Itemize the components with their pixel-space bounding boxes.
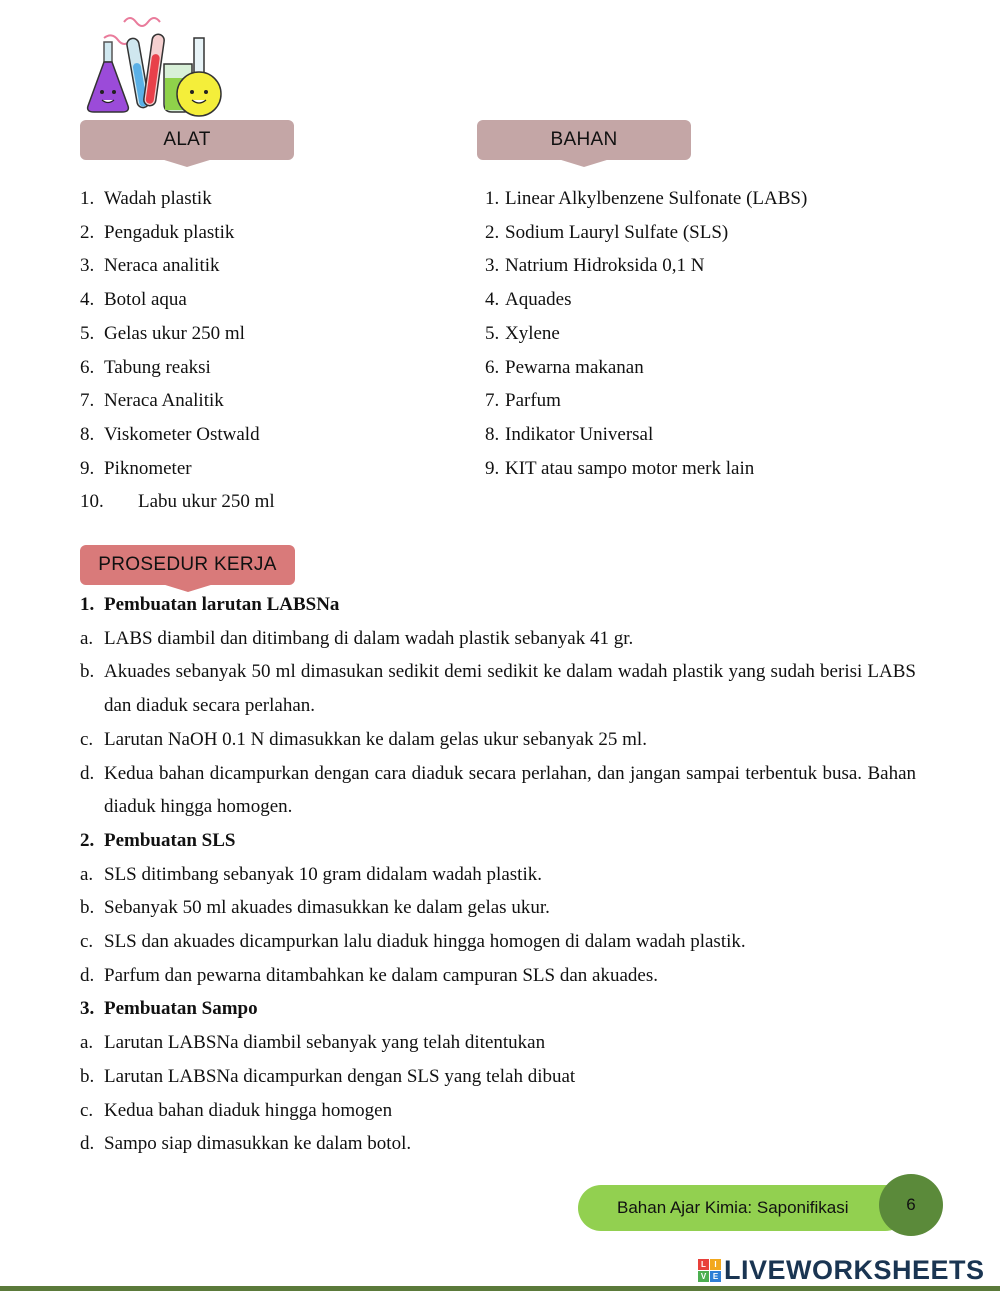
prosedur-list bbox=[80, 588, 916, 1161]
section-title: Pembuatan Sampo bbox=[104, 998, 258, 1020]
alat-item-text: Neraca analitik bbox=[104, 255, 220, 277]
alat-item bbox=[80, 216, 275, 250]
bahan-item-text: Xylene bbox=[505, 322, 560, 344]
alat-heading: ALAT bbox=[80, 120, 294, 160]
alat-item-text: Gelas ukur 250 ml bbox=[104, 322, 245, 344]
step-text: Kedua bahan dicampurkan dengan cara diaduk secara perlahan, dan jangan sampai terbentuk busa. Bahan diaduk hingga homogen. bbox=[104, 762, 916, 818]
liveworksheets-logo[interactable] bbox=[698, 1255, 985, 1285]
alat-item-text: Wadah plastik bbox=[104, 188, 212, 209]
step-text: Larutan NaOH 0.1 N dimasukkan ke dalam gelas ukur sebanyak 25 ml. bbox=[104, 728, 647, 750]
bahan-item-text: Indikator Universal bbox=[505, 423, 654, 445]
step-mark: c. bbox=[80, 728, 94, 750]
procedure-step bbox=[80, 655, 916, 722]
procedure-step bbox=[80, 1060, 916, 1094]
bahan-item-number: 4. bbox=[485, 289, 500, 311]
alat-item-number: 6. bbox=[80, 356, 95, 378]
bahan-item-number: 6. bbox=[485, 356, 500, 378]
bahan-item-text: Linear Alkylbenzene Sulfonate (LABS) bbox=[505, 188, 808, 209]
procedure-step bbox=[80, 622, 916, 656]
section-title: Pembuatan larutan LABSNa bbox=[104, 594, 340, 615]
step-mark: b. bbox=[80, 661, 95, 683]
section-heading bbox=[80, 824, 916, 858]
bahan-item bbox=[485, 351, 807, 385]
alat-item-number: 4. bbox=[80, 289, 95, 311]
section-heading bbox=[80, 992, 916, 1026]
bahan-item bbox=[485, 182, 807, 216]
alat-item-text: Viskometer Ostwald bbox=[104, 423, 260, 445]
bahan-list bbox=[485, 182, 807, 485]
badge-letter: L bbox=[698, 1259, 709, 1270]
step-mark: a. bbox=[80, 627, 94, 649]
alat-item bbox=[80, 317, 275, 351]
alat-item-text: Tabung reaksi bbox=[104, 356, 211, 378]
procedure-step bbox=[80, 858, 916, 892]
alat-item bbox=[80, 182, 275, 216]
bahan-item bbox=[485, 452, 807, 486]
bahan-item-text: Aquades bbox=[505, 289, 572, 311]
page-number: 6 bbox=[879, 1174, 943, 1236]
step-text: Sebanyak 50 ml akuades dimasukkan ke dalam gelas ukur. bbox=[104, 897, 550, 919]
section-number: 3. bbox=[80, 998, 95, 1020]
bahan-item-number: 9. bbox=[485, 457, 500, 479]
alat-list bbox=[80, 182, 275, 519]
step-text: LABS diambil dan ditimbang di dalam wadah plastik sebanyak 41 gr. bbox=[104, 627, 634, 649]
bahan-item bbox=[485, 249, 807, 283]
step-text: SLS ditimbang sebanyak 10 gram didalam wadah plastik. bbox=[104, 863, 542, 885]
footer-title bbox=[578, 1185, 908, 1231]
alat-item bbox=[80, 452, 275, 486]
bahan-item bbox=[485, 317, 807, 351]
alat-item bbox=[80, 485, 275, 519]
section-number: 2. bbox=[80, 829, 95, 851]
alat-item-number: 10. bbox=[80, 491, 104, 513]
procedure-step bbox=[80, 959, 916, 993]
step-text: Larutan LABSNa dicampurkan dengan SLS yang telah dibuat bbox=[104, 1065, 576, 1087]
badge-letter: E bbox=[710, 1271, 721, 1282]
step-mark: b. bbox=[80, 1065, 95, 1087]
alat-item-text: Pengaduk plastik bbox=[104, 221, 235, 243]
bahan-item-number: 7. bbox=[485, 390, 500, 412]
alat-item bbox=[80, 249, 275, 283]
procedure-step bbox=[80, 757, 916, 824]
bahan-heading: BAHAN bbox=[477, 120, 691, 160]
step-mark: a. bbox=[80, 1032, 94, 1054]
bahan-item-text: Sodium Lauryl Sulfate (SLS) bbox=[505, 221, 729, 243]
section-title: Pembuatan SLS bbox=[104, 829, 236, 851]
alat-item bbox=[80, 283, 275, 317]
section-heading bbox=[80, 588, 916, 622]
procedure-step bbox=[80, 1026, 916, 1060]
chemistry-flasks-illustration bbox=[84, 8, 226, 118]
bahan-item bbox=[485, 418, 807, 452]
section-number: 1. bbox=[80, 594, 95, 615]
alat-item-text: Botol aqua bbox=[104, 289, 187, 311]
alat-item-number: 5. bbox=[80, 322, 95, 344]
step-mark: c. bbox=[80, 1099, 94, 1121]
badge-letter: I bbox=[710, 1259, 721, 1270]
procedure-step bbox=[80, 891, 916, 925]
alat-item-number: 8. bbox=[80, 423, 95, 445]
alat-item-number: 1. bbox=[80, 188, 95, 209]
alat-item-text: Piknometer bbox=[104, 457, 192, 479]
step-mark: a. bbox=[80, 863, 94, 885]
bahan-item bbox=[485, 216, 807, 250]
step-text: Akuades sebanyak 50 ml dimasukan sedikit demi sedikit ke dalam wadah plastik yang sudah berisi LABS dan diaduk secara perlahan. bbox=[104, 661, 916, 717]
step-text: Larutan LABSNa diambil sebanyak yang telah ditentukan bbox=[104, 1032, 546, 1054]
procedure-step bbox=[80, 723, 916, 757]
step-text: Parfum dan pewarna ditambahkan ke dalam campuran SLS dan akuades. bbox=[104, 964, 658, 986]
alat-item-number: 9. bbox=[80, 457, 95, 479]
badge-letter: V bbox=[698, 1271, 709, 1282]
procedure-step bbox=[80, 1094, 916, 1128]
alat-item bbox=[80, 384, 275, 418]
step-mark: d. bbox=[80, 762, 95, 784]
alat-item-number: 7. bbox=[80, 390, 95, 412]
footer-label: Bahan Ajar Kimia: Saponifikasi bbox=[617, 1198, 849, 1217]
liveworksheets-brand: LIVEWORKSHEETS bbox=[724, 1254, 985, 1285]
bahan-item bbox=[485, 283, 807, 317]
bottom-divider bbox=[0, 1286, 1000, 1291]
procedure-step bbox=[80, 925, 916, 959]
prosedur-heading: PROSEDUR KERJA bbox=[80, 545, 295, 585]
alat-item-number: 2. bbox=[80, 221, 95, 243]
liveworksheets-badge-icon bbox=[698, 1259, 721, 1282]
step-mark: d. bbox=[80, 964, 95, 986]
bahan-item-number: 2. bbox=[485, 221, 500, 243]
step-text: Kedua bahan diaduk hingga homogen bbox=[104, 1099, 393, 1121]
bahan-item-number: 3. bbox=[485, 255, 500, 277]
bahan-item-number: 8. bbox=[485, 423, 500, 445]
bahan-item-text: Natrium Hidroksida 0,1 N bbox=[505, 255, 705, 277]
bahan-item-text: Parfum bbox=[505, 390, 561, 412]
step-mark: d. bbox=[80, 1133, 95, 1155]
alat-item bbox=[80, 351, 275, 385]
step-mark: b. bbox=[80, 897, 95, 919]
step-mark: c. bbox=[80, 931, 94, 953]
procedure-step bbox=[80, 1127, 916, 1161]
step-text: Sampo siap dimasukkan ke dalam botol. bbox=[104, 1133, 412, 1155]
alat-item-text: Labu ukur 250 ml bbox=[138, 491, 275, 513]
bahan-item-text: KIT atau sampo motor merk lain bbox=[505, 457, 755, 479]
alat-item-text: Neraca Analitik bbox=[104, 390, 224, 412]
alat-item-number: 3. bbox=[80, 255, 95, 277]
bahan-item-number: 5. bbox=[485, 322, 500, 344]
bahan-item-number: 1. bbox=[485, 188, 500, 209]
bahan-item bbox=[485, 384, 807, 418]
alat-item bbox=[80, 418, 275, 452]
bahan-item-text: Pewarna makanan bbox=[505, 356, 644, 378]
step-text: SLS dan akuades dicampurkan lalu diaduk hingga homogen di dalam wadah plastik. bbox=[104, 931, 746, 953]
